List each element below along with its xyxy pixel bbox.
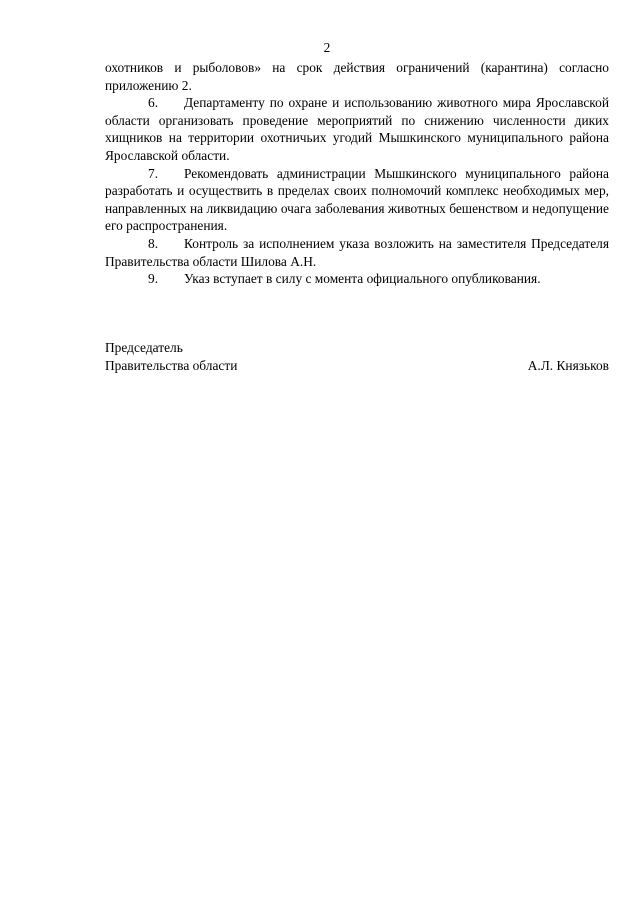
item-number: 9. [148,271,159,287]
item-number: 7. [148,165,159,181]
document-body [105,59,609,288]
list-item [105,165,609,235]
signatory-title-line1: Председатель [105,340,183,355]
item-text: Департаменту по охране и использованию животного мира Ярославской области организовать проведение мероприятий по снижению численности диких хищников на территории охотничьих угодий Мышкинского муниципального района Ярославской области. [105,95,609,163]
item-number: 6. [148,95,159,111]
item-text: Указ вступает в силу с момента официального опубликования. [184,271,541,287]
signatory-title-line2: Правительства области [105,357,238,373]
page-number: 2 [323,40,331,55]
list-item [105,94,609,164]
list-item [105,235,609,270]
list-item [105,270,609,288]
item-number: 8. [148,235,159,251]
item-text: Контроль за исполнением указа возложить на заместителя Председателя Правительства области Шилова А.Н. [105,235,609,269]
continuation-paragraph: охотников и рыболовов» на срок действия ограничений (карантина) согласно приложению 2. [105,60,609,93]
signatory-name: А.Л. Князьков [527,357,609,373]
signature-block [105,339,609,374]
item-text: Рекомендовать администрации Мышкинского муниципального района разработать и осуществить в пределах своих полномочий комплекс необходимых мер, направленных на ликвидацию очага заболевания животных бешенством и недопущение его распространения. [105,165,609,234]
